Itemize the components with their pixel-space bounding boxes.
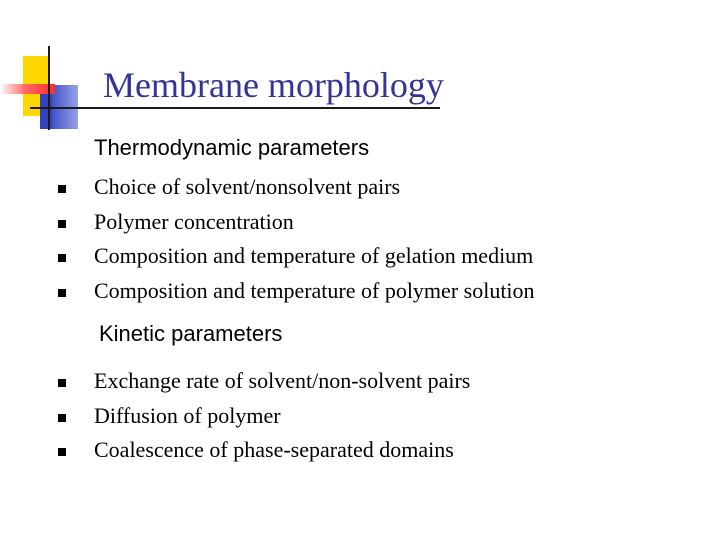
square-bullet-icon — [58, 414, 66, 422]
section-heading-thermodynamic: Thermodynamic parameters — [94, 135, 370, 160]
list-item-text: Polymer concentration — [94, 208, 294, 234]
list-item-text: Coalescence of phase-separated domains — [94, 437, 454, 462]
square-bullet-icon — [58, 185, 66, 193]
title-underline — [30, 107, 440, 109]
square-bullet-icon — [58, 448, 66, 456]
list-item-text: Exchange rate of solvent/non-solvent pairs — [94, 368, 471, 393]
section-heading-kinetic: Kinetic parameters — [99, 321, 283, 346]
list-item-text: Diffusion of polymer — [94, 402, 281, 428]
square-bullet-icon — [58, 254, 66, 262]
list-item-text: Composition and temperature of gelation medium — [94, 243, 534, 268]
square-bullet-icon — [58, 220, 66, 228]
square-bullet-icon — [58, 289, 66, 297]
slide-title: Membrane morphology — [103, 65, 444, 105]
list-item-text: Choice of solvent/nonsolvent pairs — [94, 174, 401, 199]
list-item-text: Composition and temperature of polymer solution — [94, 277, 535, 303]
logo-vertical-line — [48, 46, 50, 130]
square-bullet-icon — [58, 379, 66, 387]
logo-red-streak — [0, 84, 55, 94]
